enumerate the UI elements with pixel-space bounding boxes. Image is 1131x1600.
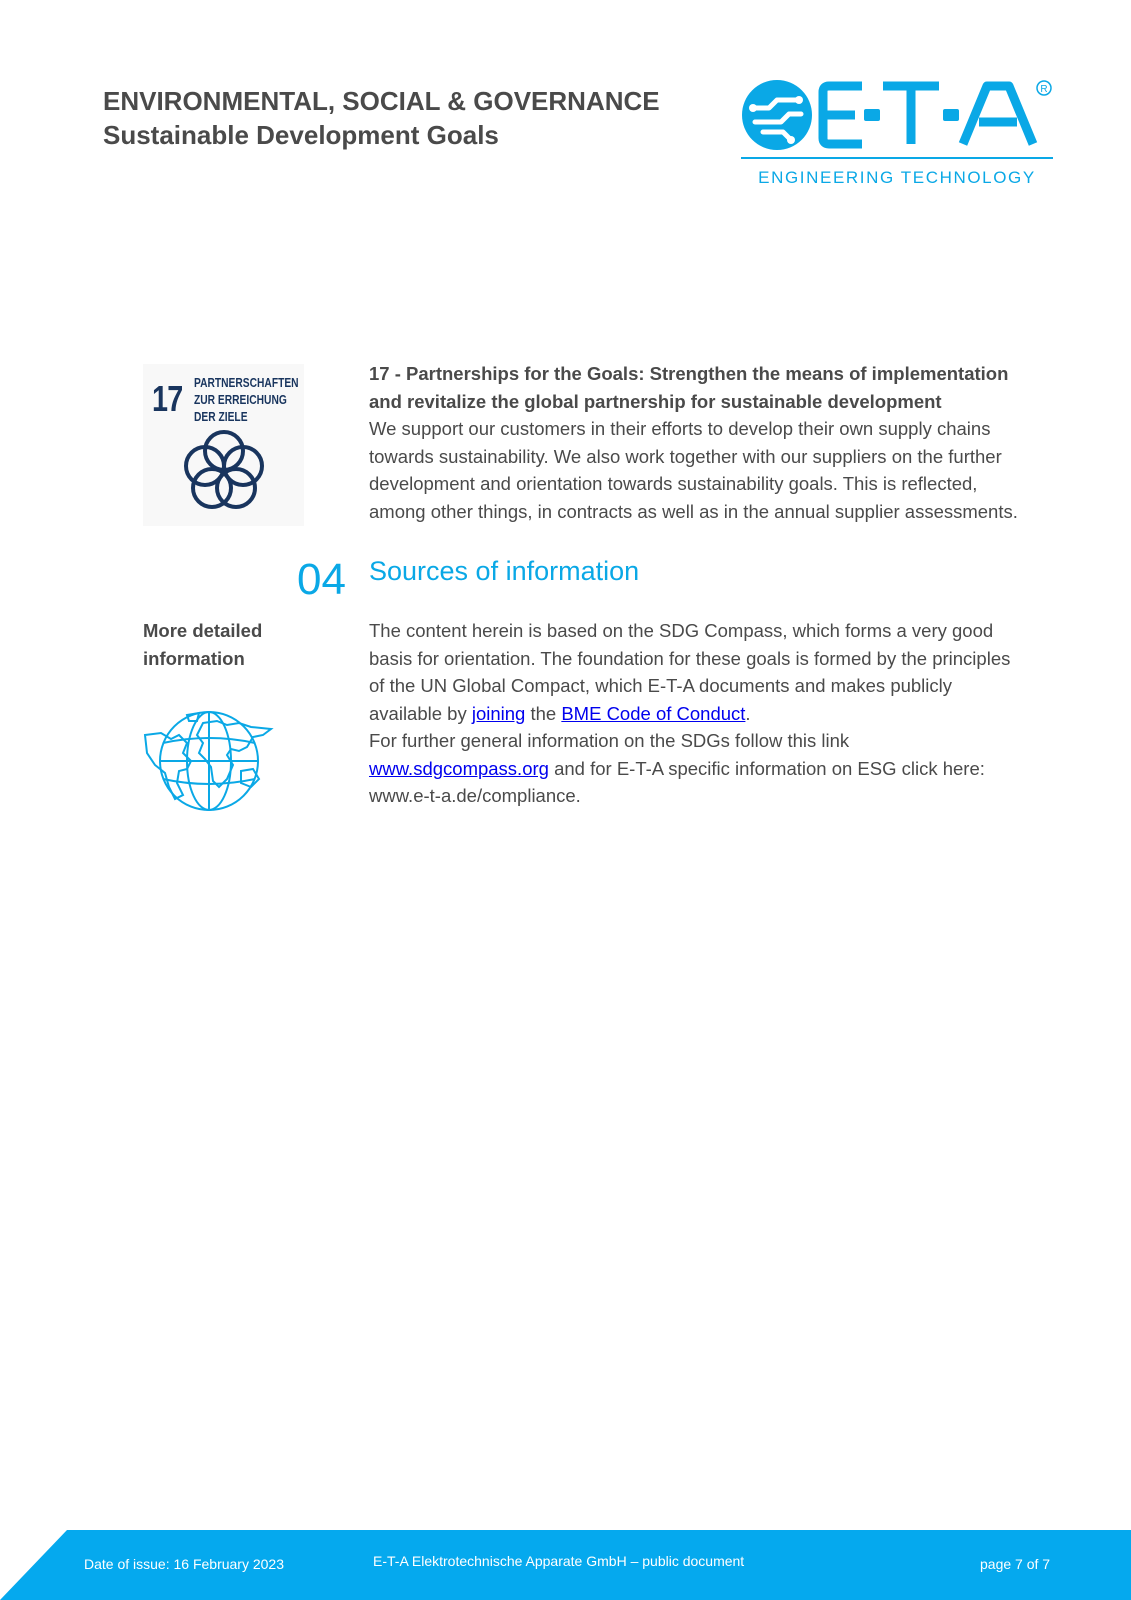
- svg-text:R: R: [1040, 84, 1048, 95]
- logo-tagline: ENGINEERING TECHNOLOGY: [758, 168, 1036, 187]
- page-header: [103, 84, 660, 152]
- info-line: basis for orientation. The foundation for these goals is formed by the principles: [369, 647, 1011, 669]
- header-line-1: ENVIRONMENTAL, SOCIAL & GOVERNANCE: [103, 86, 660, 116]
- section-number: 04: [297, 555, 346, 604]
- info-line: The content herein is based on the SDG Compass, which forms a very good: [369, 620, 994, 641]
- goal-17-description: [369, 360, 1049, 525]
- page-footer: [0, 1530, 1131, 1600]
- side-label: [143, 617, 262, 673]
- footer-page-number: page 7 of 7: [980, 1556, 1051, 1572]
- joining-link[interactable]: joining: [471, 702, 526, 724]
- globe-icon: [143, 709, 277, 813]
- side-label-line-2: information: [143, 648, 245, 669]
- info-line: For further general information on the SDGs follow this link: [369, 730, 850, 751]
- sdg-label-line-2: ZUR ERREICHUNG: [194, 393, 287, 407]
- info-line: www.e-t-a.de/compliance.: [369, 785, 581, 806]
- goal-body-line: development and orientation towards sustainability goals. This is reflected,: [369, 473, 978, 494]
- footer-date: Date of issue: 16 February 2023: [84, 1556, 285, 1572]
- sdg-label: [194, 375, 299, 426]
- bme-code-link[interactable]: BME Code of Conduct: [561, 702, 746, 724]
- info-text: .: [745, 702, 751, 724]
- goal-body-line: We support our customers in their efforts to develop their own supply chains: [369, 418, 991, 439]
- goal-body-line: towards sustainability. We also work together with our suppliers on the further: [369, 445, 1002, 467]
- sdg-17-tile: [143, 364, 304, 526]
- info-text: and for E-T-A specific information on ESG click here:: [548, 757, 985, 779]
- goal-title-line-2: and revitalize the global partnership for sustainable development: [369, 390, 942, 412]
- five-rings-icon: [181, 426, 267, 512]
- info-line: [369, 755, 1049, 783]
- side-label-line-1: More detailed: [143, 620, 263, 641]
- sdgcompass-link[interactable]: www.sdgcompass.org: [369, 757, 549, 779]
- sources-info: [369, 617, 1049, 810]
- footer-company: E-T-A Elektrotechnische Apparate GmbH – public document: [373, 1553, 745, 1569]
- info-line: [369, 700, 1049, 728]
- info-text: the: [525, 702, 562, 724]
- section-title: Sources of information: [369, 556, 640, 586]
- eta-logo-graphic: [741, 78, 1053, 164]
- goal-title-line-1: 17 - Partnerships for the Goals: Strengthen the means of implementation: [369, 363, 1009, 384]
- sdg-label-line-1: PARTNERSCHAFTEN: [194, 376, 299, 390]
- sdg-label-line-3: DER ZIELE: [194, 410, 248, 424]
- info-text: available by: [369, 702, 472, 724]
- goal-body-line: among other things, in contracts as well as in the annual supplier assessments.: [369, 500, 1018, 522]
- eta-logo: [741, 78, 1053, 190]
- header-line-2: Sustainable Development Goals: [103, 120, 499, 150]
- sdg-number: 17: [152, 378, 183, 419]
- info-line: of the UN Global Compact, which E-T-A documents and makes publicly: [369, 675, 953, 696]
